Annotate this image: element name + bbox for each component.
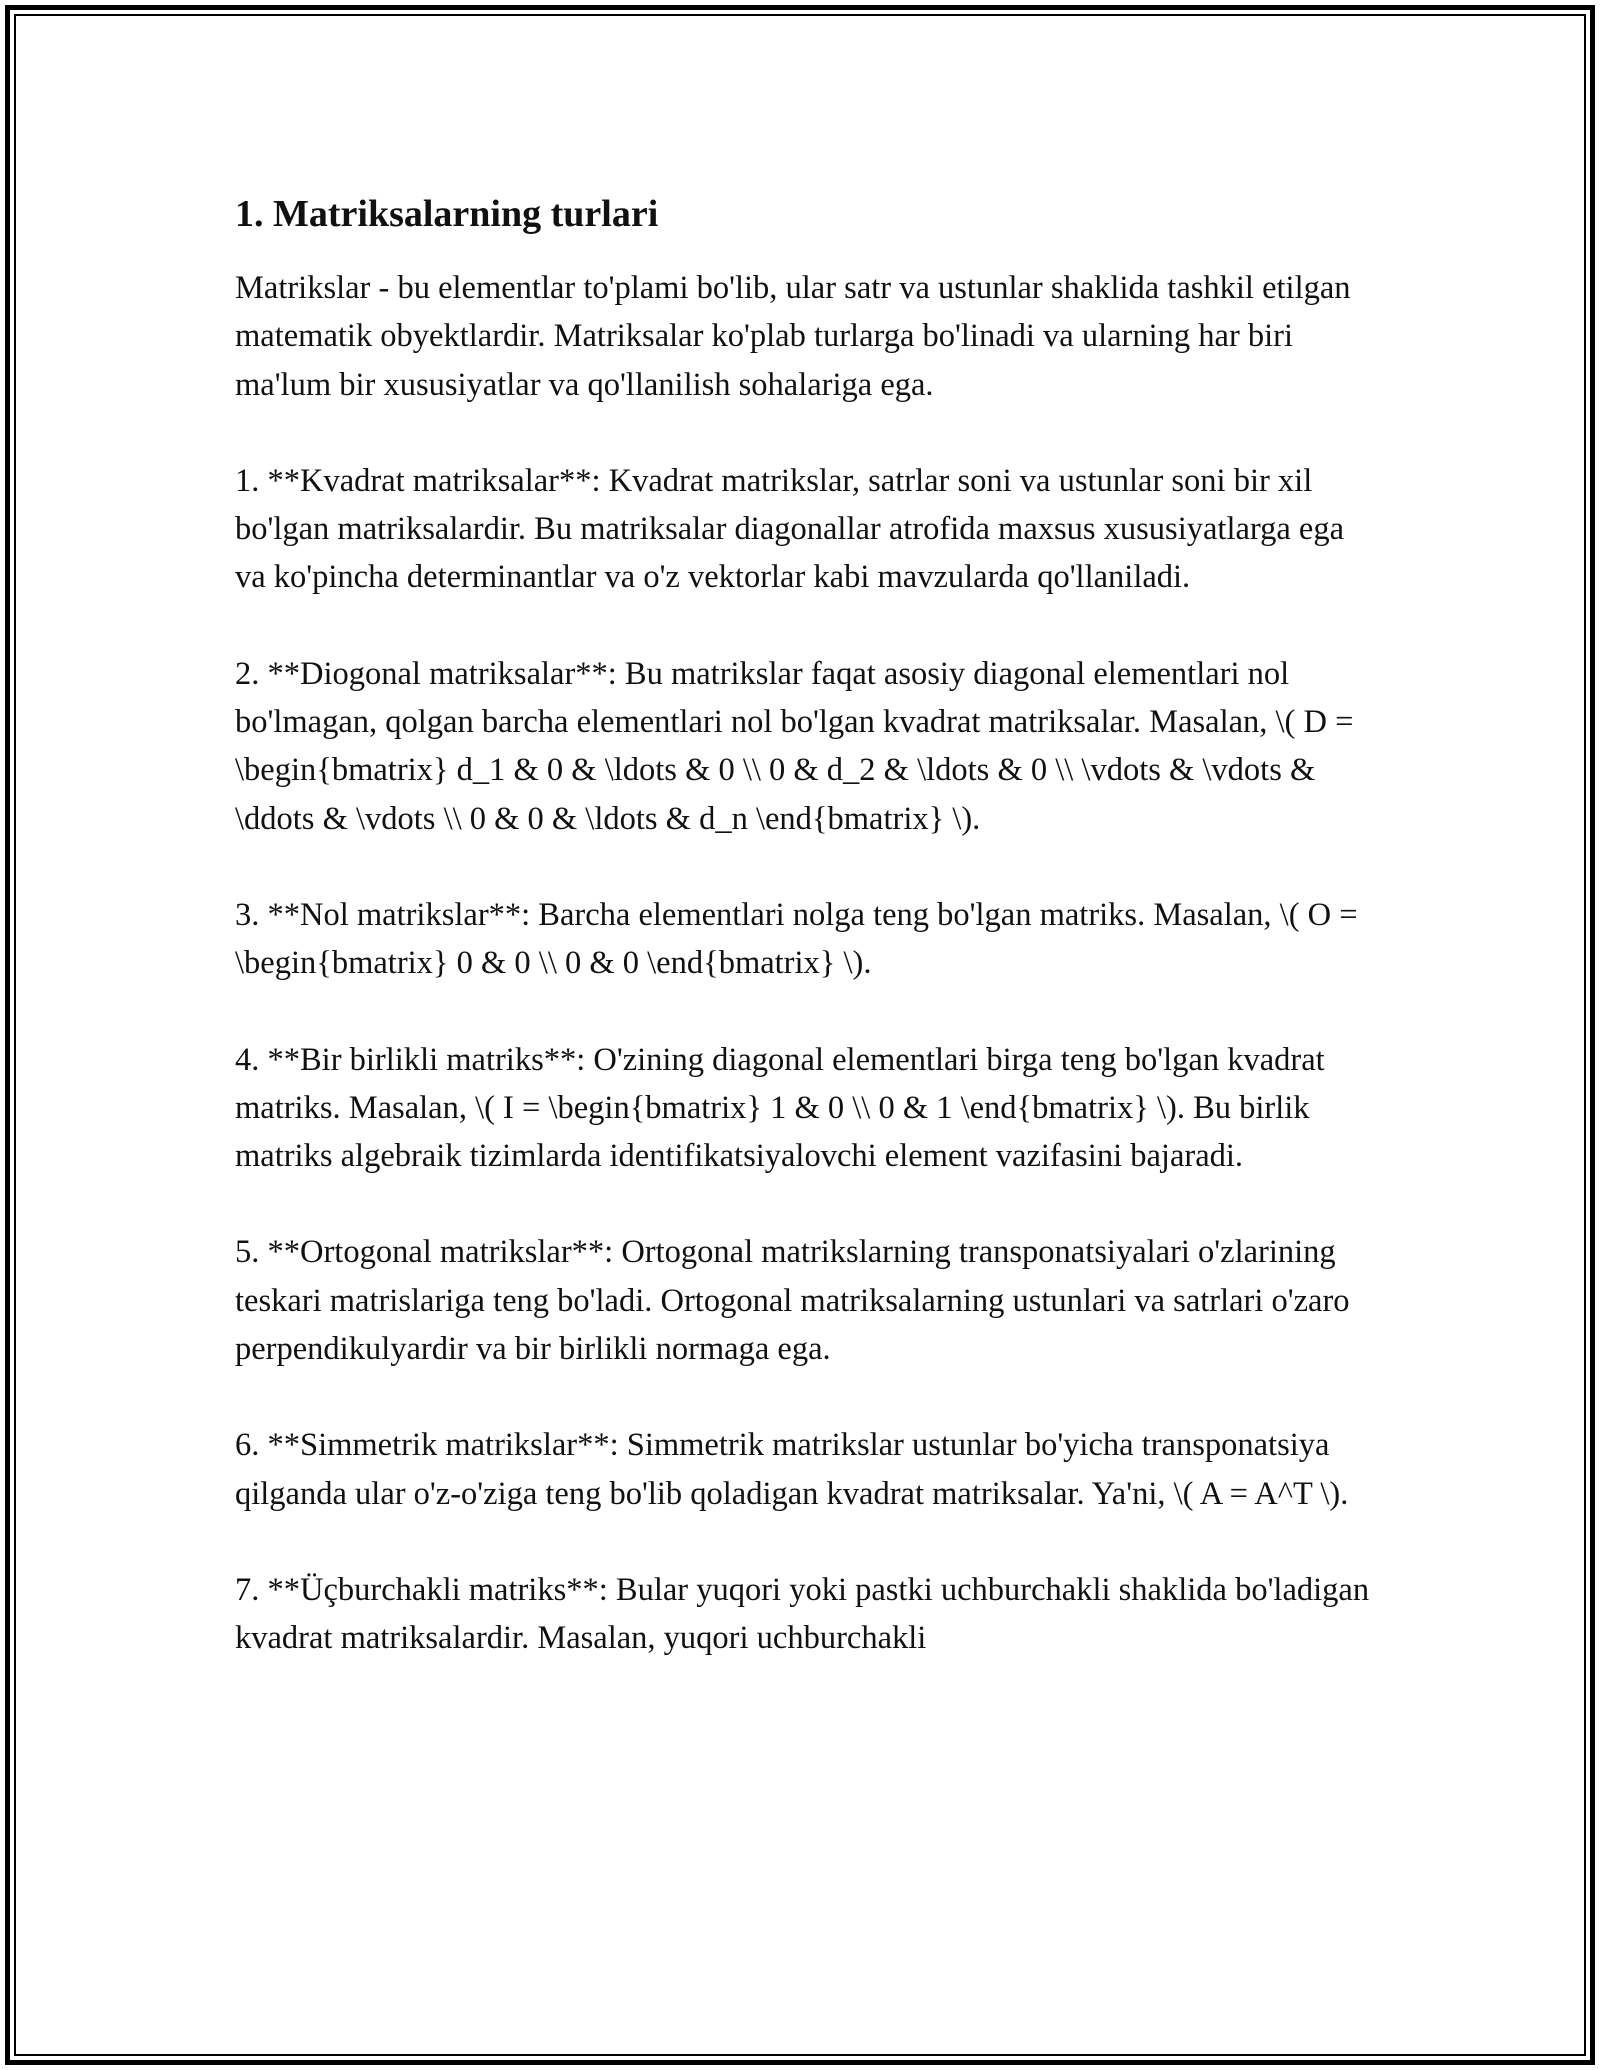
item-nol-matrikslar: 3. **Nol matrikslar**: Barcha elementlari nolga teng bo'lgan matriks. Masalan, \( O = \begin{bmatrix} 0 & 0 \\ 0 & 0 \end{bmatrix} \). bbox=[235, 896, 1358, 982]
item-kvadrat-matriksalar: 1. **Kvadrat matriksalar**: Kvadrat matrikslar, satrlar soni va ustunlar soni bir xil bo'lgan matriksalardir. Bu matriksalar diagonallar atrofida maxsus xususiyatlarga ega va ko'pincha determinantlar va o'z vektorlar kabi mavzularda qo'llaniladi. bbox=[235, 462, 1345, 596]
item-diogonal-matriksalar: 2. **Diogonal matriksalar**: Bu matrikslar faqat asosiy diagonal elementlari nol bo'lmagan, qolgan barcha elementlari nol bo'lgan kvadrat matriksalar. Masalan, \( D = \begin{bmatrix} d_1 & 0 & \ldots & 0 \\ 0 & d_2 & \ldots & 0 \\ \vdots & \vdots & \ddots & \vdots \\ 0 & 0 & \ldots & d_n \end{bmatrix} \). bbox=[235, 655, 1354, 837]
item-bir-birlikli-matriks: 4. **Bir birlikli matriks**: O'zining diagonal elementlari birga teng bo'lgan kvadrat matriks. Masalan, \( I = \begin{bmatrix} 1 & 0 \\ 0 & 1 \end{bmatrix} \). Bu birlik matriks algebraik tizimlarda identifikatsiyalovchi element vazifasini bajaradi. bbox=[235, 1041, 1325, 1175]
section-title: 1. Matriksalarning turlari bbox=[235, 193, 659, 235]
item-simmetrik-matrikslar: 6. **Simmetrik matrikslar**: Simmetrik matrikslar ustunlar bo'yicha transponatsiya qilganda ular o'z-o'ziga teng bo'lib qoladigan kvadrat matriksalar. Ya'ni, \( A = A^T \). bbox=[235, 1427, 1349, 1512]
intro-paragraph: Matrikslar - bu elementlar to'plami bo'lib, ular satr va ustunlar shaklida tashkil etilgan matematik obyektlardir. Matriksalar ko'plab turlarga bo'linadi va ularning har biri ma'lum bir xususiyatlar va qo'llanilish sohalariga ega. bbox=[235, 270, 1351, 403]
document-body bbox=[235, 186, 1375, 1663]
item-uchburchakli-matriks: 7. **Üçburchakli matriks**: Bular yuqori yoki pastki uchburchakli shaklida bo'ladigan kvadrat matriksalardir. Masalan, yuqori uchburchakli bbox=[235, 1571, 1370, 1657]
item-ortogonal-matrikslar: 5. **Ortogonal matrikslar**: Ortogonal matrikslarning transponatsiyalari o'zlarining teskari matrislariga teng bo'ladi. Ortogonal matriksalarning ustunlari va satrlari o'zaro perpendikulyardir va bir birlikli normaga ega. bbox=[235, 1234, 1350, 1368]
